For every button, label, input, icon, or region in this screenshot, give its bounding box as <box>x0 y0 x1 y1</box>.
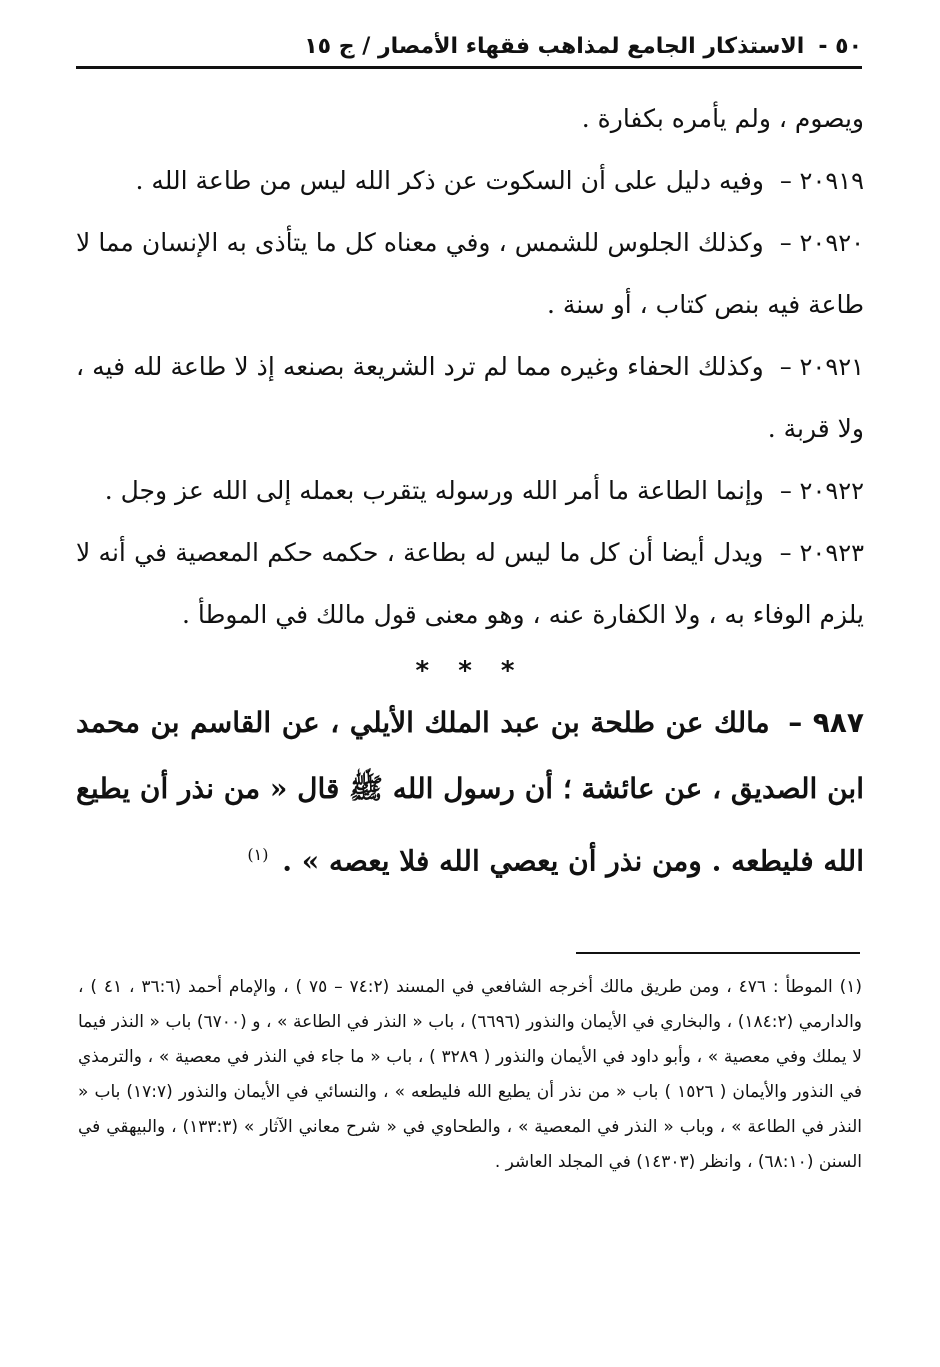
paragraph-text: وكذلك الجلوس للشمس ، وفي معناه كل ما يتأذى به الإنسان مما لا طاعة فيه بنص كتاب ، أو سنة . <box>76 228 864 319</box>
paragraph-number: ٢٠٩٢٣ – <box>779 539 864 567</box>
hadith-987 <box>76 690 864 894</box>
book-title: الاستذكار الجامع لمذاهب فقهاء الأمصار / ج ١٥ <box>304 33 805 59</box>
paragraph-20923 <box>76 522 864 646</box>
footnote-1: (١) الموطأ : ٤٧٦ ، ومن طريق مالك أخرجه الشافعي في المسند (٧٤:٢ – ٧٥ ) ، والإمام أحمد (٣٦:٦ ، ٤١ ) ، والدارمي (١٨٤:٢) ، والبخاري في الأيمان والنذور (٦٦٩٦) ، باب « النذر في الطاعة » ، و (٦٧٠٠) باب « النذر فيما لا يملك وفي معصية » ، وأبو داود في الأيمان والنذور ( ٣٢٨٩ ) ، باب « ما جاء في النذر في معصية » ، والترمذي في النذور والأيمان ( ١٥٢٦ ) باب « من نذر أن يطيع الله فليطعه » ، والنسائي في الأيمان والنذور (١٧:٧) باب « النذر في الطاعة » ، وباب « النذر في المعصية » ، والطحاوي في « شرح معاني الآثار » (١٣٣:٣) ، والبيهقي في السنن (٦٨:١٠) ، وانظر (١٤٣٠٣) في المجلد العاشر . <box>78 977 863 1172</box>
footnote-reference[interactable]: (١) <box>247 845 269 864</box>
page-number: ٥٠ - <box>818 33 862 59</box>
hadith-text: مالك عن طلحة بن عبد الملك الأيلي ، عن القاسم بن محمد ابن الصديق ، عن عائشة ؛ أن رسول الله ﷺ قال « من نذر أن يطيع الله فليطعه . ومن نذر أن يعصي الله فلا يعصه » . <box>76 706 864 878</box>
intro-line: ويصوم ، ولم يأمره بكفارة . <box>581 104 864 133</box>
body-text <box>76 88 864 894</box>
paragraph-number: ٢٠٩٢٢ – <box>779 477 864 505</box>
paragraph-text: وإنما الطاعة ما أمر الله ورسوله يتقرب بعمله إلى الله عز وجل . <box>104 476 764 505</box>
hadith-number: ٩٨٧ – <box>788 706 864 739</box>
footnote-rule <box>576 952 860 954</box>
paragraph-20922 <box>76 460 864 522</box>
paragraph-number: ٢٠٩١٩ – <box>779 167 864 195</box>
paragraph-20919 <box>76 150 864 212</box>
paragraph-text: وفيه دليل على أن السكوت عن ذكر الله ليس من طاعة الله . <box>135 166 764 195</box>
paragraph-number: ٢٠٩٢٠ – <box>779 229 864 257</box>
paragraph-20921 <box>76 336 864 460</box>
paragraph-text: ويدل أيضا أن كل ما ليس له بطاعة ، حكمه حكم المعصية في أنه لا يلزم الوفاء به ، ولا الكفارة عنه ، وهو معنى قول مالك في الموطأ . <box>76 538 864 629</box>
paragraph-text: وكذلك الحفاء وغيره مما لم ترد الشريعة بصنعه إذ لا طاعة لله فيه ، ولا قربة . <box>76 352 864 443</box>
section-separator: * * * <box>415 656 525 686</box>
paragraph-number: ٢٠٩٢١ – <box>779 353 864 381</box>
paragraph-20920 <box>76 212 864 336</box>
header-rule <box>76 66 862 69</box>
running-head <box>76 24 862 68</box>
